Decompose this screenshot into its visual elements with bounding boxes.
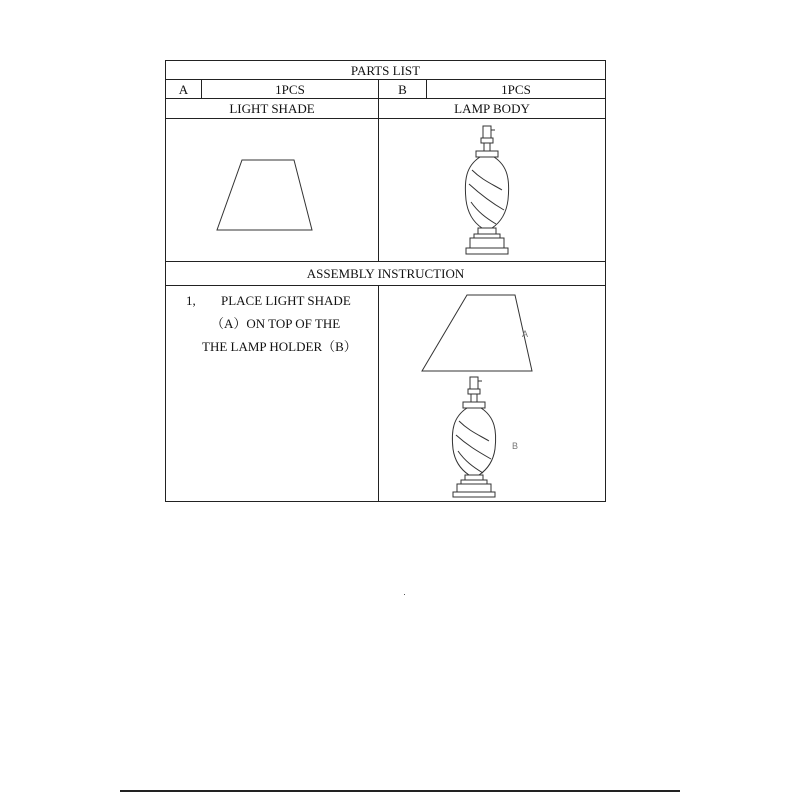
figure-label-b: B — [512, 440, 519, 451]
scan-speck — [404, 594, 405, 595]
figure-label-a: A — [522, 328, 529, 339]
parts-list-title: PARTS LIST — [165, 60, 606, 80]
part-a-illustration-cell — [165, 118, 379, 262]
parts-sheet — [165, 60, 606, 502]
part-b-quantity: 1PCS — [426, 79, 606, 99]
lamp-body-icon — [382, 120, 602, 260]
assembly-diagram-icon — [382, 289, 602, 499]
part-b-name: LAMP BODY — [378, 98, 606, 119]
part-a-quantity: 1PCS — [201, 79, 379, 99]
step-line-1: PLACE LIGHT SHADE — [221, 293, 351, 308]
part-a-letter: A — [165, 79, 202, 99]
part-b-illustration-cell — [378, 118, 606, 262]
part-a-name: LIGHT SHADE — [165, 98, 379, 119]
assembly-step-text-cell — [165, 285, 379, 502]
footer-rule — [120, 790, 680, 792]
assembly-title: ASSEMBLY INSTRUCTION — [165, 261, 606, 286]
step-number: 1, — [186, 293, 196, 308]
assembly-figure-cell — [378, 285, 606, 502]
step-line-3: THE LAMP HOLDER（B） — [202, 339, 357, 354]
shade-figure — [422, 295, 532, 371]
lampshade-icon — [172, 120, 372, 260]
step-line-2: （A）ON TOP OF THE — [211, 316, 341, 331]
part-b-letter: B — [378, 79, 427, 99]
